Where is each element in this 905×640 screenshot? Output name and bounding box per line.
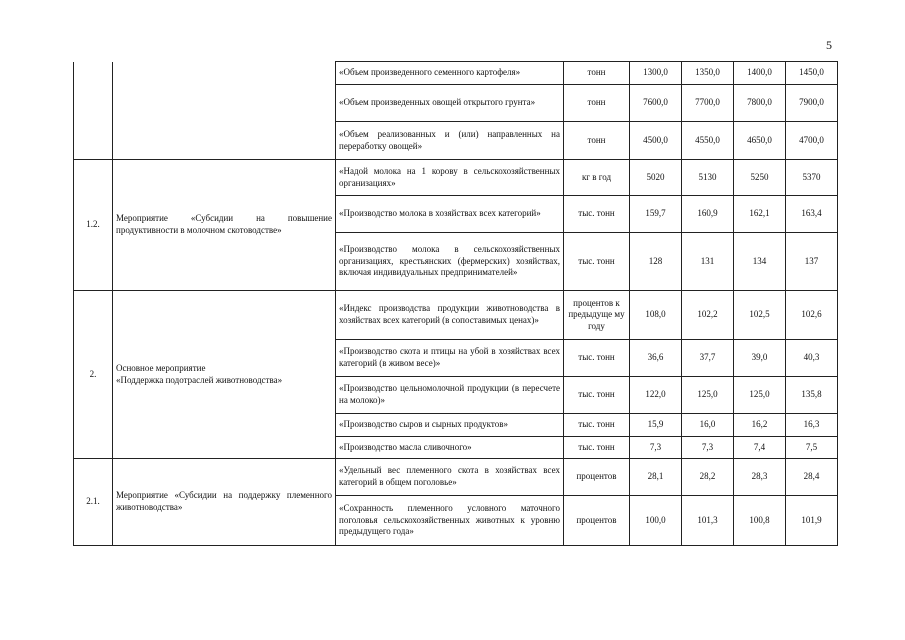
- value-cell: 100,0: [630, 496, 682, 546]
- indicator-cell: «Производство молока в хозяйствах всех категорий»: [336, 196, 564, 233]
- unit-cell: тыс. тонн: [564, 437, 630, 459]
- value-cell: 162,1: [734, 196, 786, 233]
- value-cell: 7,3: [630, 437, 682, 459]
- value-cell: 36,6: [630, 340, 682, 377]
- group-event: [113, 160, 336, 291]
- event-text: Мероприятие «Субсидии на повышение продуктивности в молочном скотоводстве»: [116, 213, 332, 235]
- value-cell: 16,0: [682, 414, 734, 437]
- value-cell: 122,0: [630, 377, 682, 414]
- value-cell: 7,3: [682, 437, 734, 459]
- unit-cell: процентов к предыдуще му году: [564, 291, 630, 340]
- table-row: [74, 160, 838, 196]
- value-cell: 7700,0: [682, 85, 734, 122]
- indicator-cell: «Производство цельномолочной продукции (в пересчете на молоко)»: [336, 377, 564, 414]
- value-cell: 101,9: [786, 496, 838, 546]
- value-cell: 4500,0: [630, 122, 682, 160]
- page-number: 5: [826, 38, 832, 52]
- value-cell: 5020: [630, 160, 682, 196]
- value-cell: 125,0: [682, 377, 734, 414]
- value-cell: 4650,0: [734, 122, 786, 160]
- indicator-cell: «Сохранность племенного условного маточного поголовья сельскохозяйственных животных к уровню предыдущего года»: [336, 496, 564, 546]
- indicator-cell: «Производство масла сливочного»: [336, 437, 564, 459]
- indicator-cell: «Производство молока в сельскохозяйственных организациях, крестьянских (фермерских) хозяйствах, включая индивидуальных предпринимателей»: [336, 233, 564, 291]
- unit-cell: тонн: [564, 62, 630, 85]
- group-event: [113, 291, 336, 459]
- value-cell: 28,2: [682, 459, 734, 496]
- event-text: Основное мероприятие: [116, 362, 206, 373]
- indicator-cell: «Объем реализованных и (или) направленных на переработку овощей»: [336, 122, 564, 160]
- unit-cell: тыс. тонн: [564, 233, 630, 291]
- value-cell: 135,8: [786, 377, 838, 414]
- value-cell: 1400,0: [734, 62, 786, 85]
- value-cell: 4700,0: [786, 122, 838, 160]
- value-cell: 102,2: [682, 291, 734, 340]
- value-cell: 5250: [734, 160, 786, 196]
- value-cell: 37,7: [682, 340, 734, 377]
- value-cell: 40,3: [786, 340, 838, 377]
- indicator-cell: «Объем произведенных овощей открытого грунта»: [336, 85, 564, 122]
- indicator-cell: «Объем произведенного семенного картофеля»: [336, 62, 564, 85]
- value-cell: 102,5: [734, 291, 786, 340]
- group-number: 2.: [74, 291, 113, 459]
- value-cell: 5130: [682, 160, 734, 196]
- value-cell: 131: [682, 233, 734, 291]
- event-text: «Поддержка подотраслей животноводства»: [116, 374, 283, 385]
- indicator-cell: «Удельный вес племенного скота в хозяйствах всех категорий в общем поголовье»: [336, 459, 564, 496]
- value-cell: 39,0: [734, 340, 786, 377]
- value-cell: 1450,0: [786, 62, 838, 85]
- indicator-cell: «Индекс производства продукции животноводства в хозяйствах всех категорий (в сопоставимых ценах)»: [336, 291, 564, 340]
- group-number: 1.2.: [74, 160, 113, 291]
- unit-cell: процентов: [564, 459, 630, 496]
- value-cell: 7,4: [734, 437, 786, 459]
- value-cell: 1300,0: [630, 62, 682, 85]
- table-row: [74, 62, 838, 85]
- value-cell: 7600,0: [630, 85, 682, 122]
- unit-cell: тыс. тонн: [564, 196, 630, 233]
- value-cell: 159,7: [630, 196, 682, 233]
- unit-cell: тыс. тонн: [564, 340, 630, 377]
- value-cell: 15,9: [630, 414, 682, 437]
- value-cell: 7800,0: [734, 85, 786, 122]
- indicator-cell: «Надой молока на 1 корову в сельскохозяйственных организациях»: [336, 160, 564, 196]
- value-cell: 160,9: [682, 196, 734, 233]
- indicator-cell: «Производство сыров и сырных продуктов»: [336, 414, 564, 437]
- value-cell: 16,3: [786, 414, 838, 437]
- value-cell: 102,6: [786, 291, 838, 340]
- group-event: [113, 62, 336, 160]
- group-number: 2.1.: [74, 459, 113, 546]
- value-cell: 28,1: [630, 459, 682, 496]
- unit-cell: тыс. тонн: [564, 377, 630, 414]
- value-cell: 108,0: [630, 291, 682, 340]
- value-cell: 101,3: [682, 496, 734, 546]
- value-cell: 1350,0: [682, 62, 734, 85]
- unit-cell: тонн: [564, 85, 630, 122]
- value-cell: 163,4: [786, 196, 838, 233]
- unit-cell: тонн: [564, 122, 630, 160]
- unit-cell: процентов: [564, 496, 630, 546]
- value-cell: 16,2: [734, 414, 786, 437]
- group-event: [113, 459, 336, 546]
- value-cell: 128: [630, 233, 682, 291]
- unit-cell: тыс. тонн: [564, 414, 630, 437]
- value-cell: 5370: [786, 160, 838, 196]
- unit-cell: кг в год: [564, 160, 630, 196]
- value-cell: 28,3: [734, 459, 786, 496]
- indicators-table: [73, 61, 838, 546]
- group-number: [74, 62, 113, 160]
- indicator-cell: «Производство скота и птицы на убой в хозяйствах всех категорий (в живом весе)»: [336, 340, 564, 377]
- value-cell: 4550,0: [682, 122, 734, 160]
- value-cell: 100,8: [734, 496, 786, 546]
- value-cell: 137: [786, 233, 838, 291]
- value-cell: 7900,0: [786, 85, 838, 122]
- value-cell: 7,5: [786, 437, 838, 459]
- table-row: [74, 459, 838, 496]
- value-cell: 28,4: [786, 459, 838, 496]
- value-cell: 125,0: [734, 377, 786, 414]
- value-cell: 134: [734, 233, 786, 291]
- event-text: Мероприятие «Субсидии на поддержку племенного животноводства»: [116, 490, 332, 512]
- table-row: [74, 291, 838, 340]
